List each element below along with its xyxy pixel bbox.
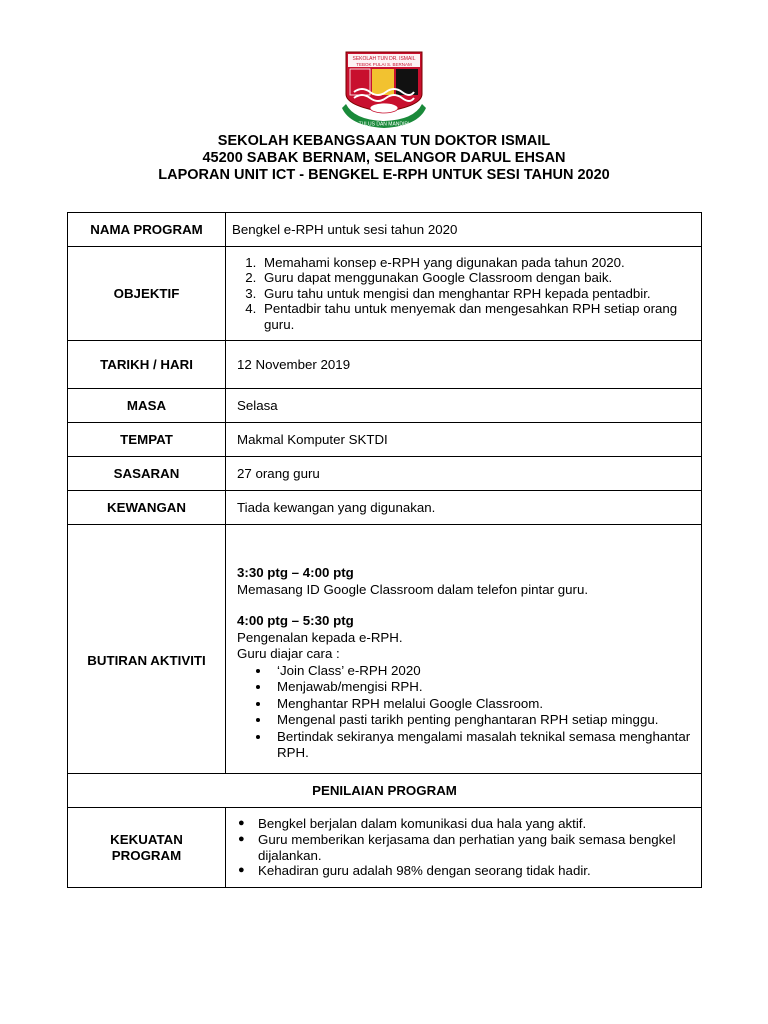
value-tempat: Makmal Komputer SKTDI xyxy=(226,423,702,457)
crest-banner-text-1: SEKOLAH TUN DR. ISMAIL xyxy=(352,56,416,62)
row-masa xyxy=(68,389,702,423)
section-penilaian-program: PENILAIAN PROGRAM xyxy=(68,774,702,808)
value-masa: Selasa xyxy=(226,389,702,423)
label-sasaran: SASARAN xyxy=(68,457,226,491)
slot-2-list xyxy=(237,663,695,762)
document-header xyxy=(0,133,768,184)
report-title: LAPORAN UNIT ICT - BENGKEL E-RPH UNTUK SESI TAHUN 2020 xyxy=(158,167,610,183)
row-penilaian-program xyxy=(68,774,702,808)
slot-2-time: 4:00 ptg – 5:30 ptg xyxy=(237,613,354,629)
value-nama-program: Bengkel e-RPH untuk sesi tahun 2020 xyxy=(226,213,702,247)
value-objektif xyxy=(226,247,702,341)
kekuatan-label-line-2: PROGRAM xyxy=(111,847,182,863)
crest-ribbon-text: TULUS DAN MANDIRI xyxy=(358,121,410,128)
value-sasaran: 27 orang guru xyxy=(226,457,702,491)
list-item: • ‘Join Class’ e-RPH 2020 xyxy=(271,663,695,680)
row-nama-program xyxy=(68,213,702,247)
objektif-item: 2. Guru dapat menggunakan Google Classroom dengan baik. xyxy=(260,270,695,286)
list-item: • Mengenal pasti tarikh penting penghantaran RPH setiap minggu. xyxy=(271,712,695,729)
row-butiran-aktiviti xyxy=(68,525,702,774)
label-tempat: TEMPAT xyxy=(68,423,226,457)
report-table xyxy=(67,212,702,888)
list-item: • Menjawab/mengisi RPH. xyxy=(271,679,695,696)
objektif-item: 1. Memahami konsep e-RPH yang digunakan pada tahun 2020. xyxy=(260,255,695,271)
list-item: • Menghantar RPH melalui Google Classroom. xyxy=(271,696,695,713)
list-item: • Bertindak sekiranya mengalami masalah teknikal semasa menghantar RPH. xyxy=(271,729,695,762)
label-nama-program: NAMA PROGRAM xyxy=(68,213,226,247)
list-item: ● Guru memberikan kerjasama dan perhatian yang baik semasa bengkel dijalankan. xyxy=(238,832,695,863)
value-kewangan: Tiada kewangan yang digunakan. xyxy=(226,491,702,525)
row-tarikh xyxy=(68,341,702,389)
row-sasaran xyxy=(68,457,702,491)
slot-2-description-1: Pengenalan kepada e-RPH. xyxy=(237,629,403,645)
row-objektif xyxy=(68,247,702,341)
kekuatan-label-line-1: KEKUATAN xyxy=(110,831,183,847)
objektif-item: 3. Guru tahu untuk mengisi dan menghantar RPH kepada pentadbir. xyxy=(260,286,695,302)
crest-banner-text-2: TEBOK PULAI S. BERNAM xyxy=(356,62,412,67)
value-tarikh: 12 November 2019 xyxy=(226,341,702,389)
school-crest-logo xyxy=(340,48,428,134)
label-tarikh: TARIKH / HARI xyxy=(68,341,226,389)
label-masa: MASA xyxy=(68,389,226,423)
slot-1-time: 3:30 ptg – 4:00 ptg xyxy=(237,565,354,581)
row-kekuatan-program xyxy=(68,808,702,888)
list-item: ● Bengkel berjalan dalam komunikasi dua hala yang aktif. xyxy=(238,816,695,832)
row-tempat xyxy=(68,423,702,457)
slot-2-description-2: Guru diajar cara : xyxy=(237,646,340,662)
school-name: SEKOLAH KEBANGSAAN TUN DOKTOR ISMAIL xyxy=(217,133,551,149)
value-butiran-aktiviti xyxy=(226,525,702,774)
row-kewangan xyxy=(68,491,702,525)
label-butiran-aktiviti: BUTIRAN AKTIVITI xyxy=(68,525,226,774)
label-kekuatan-program xyxy=(68,808,226,888)
label-objektif: OBJEKTIF xyxy=(68,247,226,341)
value-kekuatan-program xyxy=(226,808,702,888)
objektif-item: 4. Pentadbir tahu untuk menyemak dan mengesahkan RPH setiap orang guru. xyxy=(260,301,695,332)
list-item: ● Kehadiran guru adalah 98% dengan seorang tidak hadir. xyxy=(238,863,695,879)
objektif-list xyxy=(237,255,695,333)
slot-1-description: Memasang ID Google Classroom dalam telefon pintar guru. xyxy=(237,581,589,597)
kekuatan-list xyxy=(226,816,695,878)
school-address: 45200 SABAK BERNAM, SELANGOR DARUL EHSAN xyxy=(202,150,566,166)
label-kewangan: KEWANGAN xyxy=(68,491,226,525)
